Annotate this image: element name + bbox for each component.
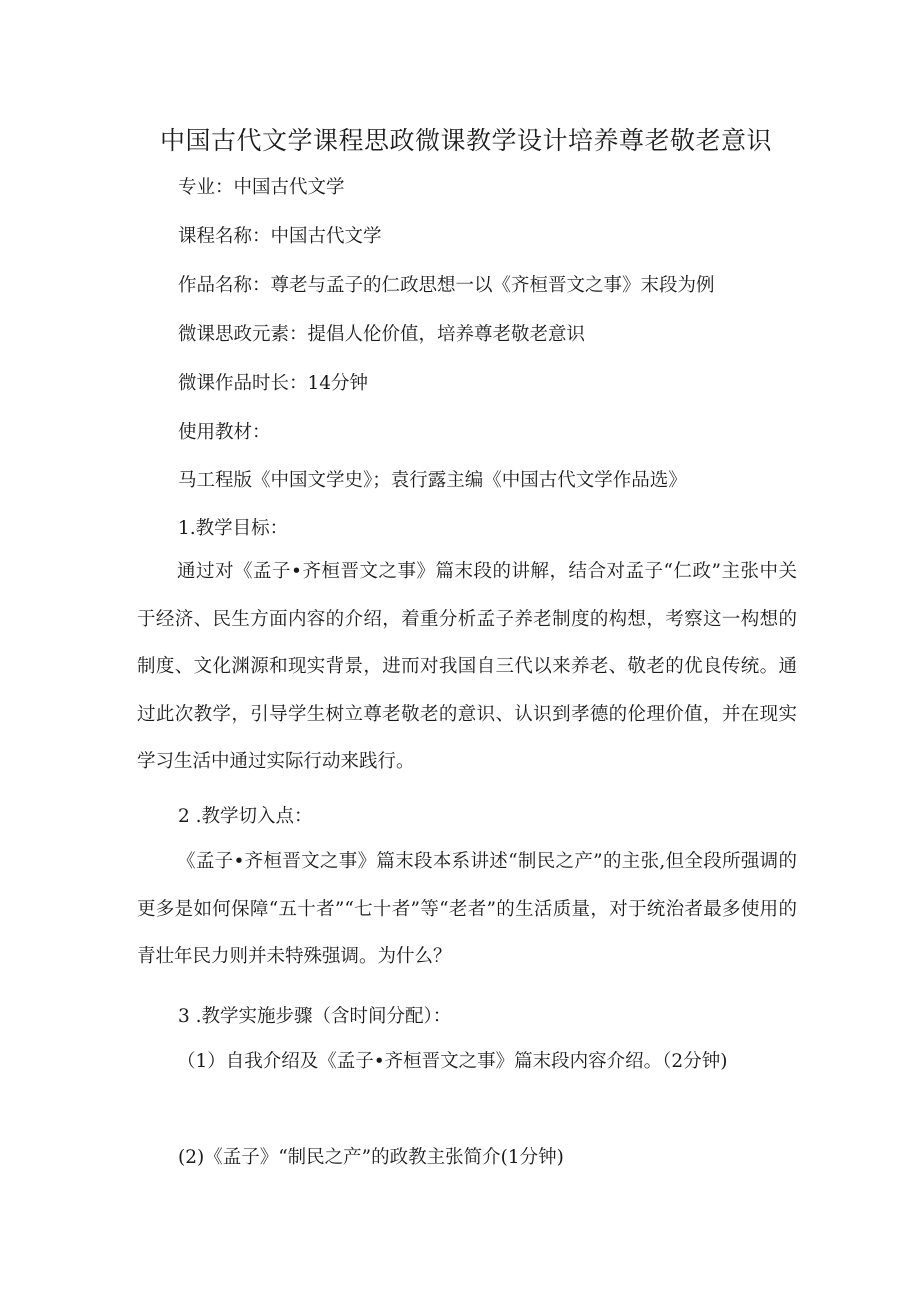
section-entry-text: 《孟子•齐桓晋文之事》篇末段本系讲述“制民之产”的主张,但全段所强调的更多是如何保障“五十者”“七十者”等“老者”的生活质量，对于统治者最多使用的青壮年民力则并未特殊强调。为什么？ <box>137 851 797 967</box>
meta-major: 专业：中国古代文学 <box>178 177 345 198</box>
section-entry-heading: 2 .教学切入点： <box>178 806 313 827</box>
meta-materials: 马工程版《中国文学史》；袁行露主编《中国古代文学作品选》 <box>178 470 687 491</box>
meta-work-name: 作品名称：尊老与孟子的仁政思想一以《齐桓晋文之事》末段为例 <box>178 275 715 296</box>
meta-materials-label: 使用教材： <box>178 422 271 443</box>
step-1: （1）自我介绍及《孟子•齐桓晋文之事》篇末段内容介绍。（2分钟) <box>177 1051 728 1072</box>
meta-ideological-element: 微课思政元素：提倡人伦价值，培养尊老敬老意识 <box>178 324 586 345</box>
section-goal-heading: 1.教学目标： <box>178 518 289 539</box>
section-steps-heading: 3 .教学实施步骤（含时间分配）： <box>178 1006 452 1027</box>
meta-course-name: 课程名称：中国古代文学 <box>178 226 382 247</box>
section-goal-text: 通过对《孟子•齐桓晋文之事》篇末段的讲解，结合对孟子“仁政”主张中关于经济、民生方面内容的介绍，着重分析孟子养老制度的构想，考察这一构想的制度、文化渊源和现实背景，进而对我国自三代以来养老、敬老的优良传统。通过此次教学，引导学生树立尊老敬老的意识、认识到孝德的伦理价值，并在现实学习生活中通过实际行动来践行。 <box>137 561 797 772</box>
step-2: (2)《孟子》“制民之产”的政教主张简介(1分钟) <box>178 1147 564 1168</box>
document-title: 中国古代文学课程思政微课教学设计培养尊老敬老意识 <box>160 126 773 155</box>
meta-duration: 微课作品时长：14分钟 <box>178 373 369 394</box>
